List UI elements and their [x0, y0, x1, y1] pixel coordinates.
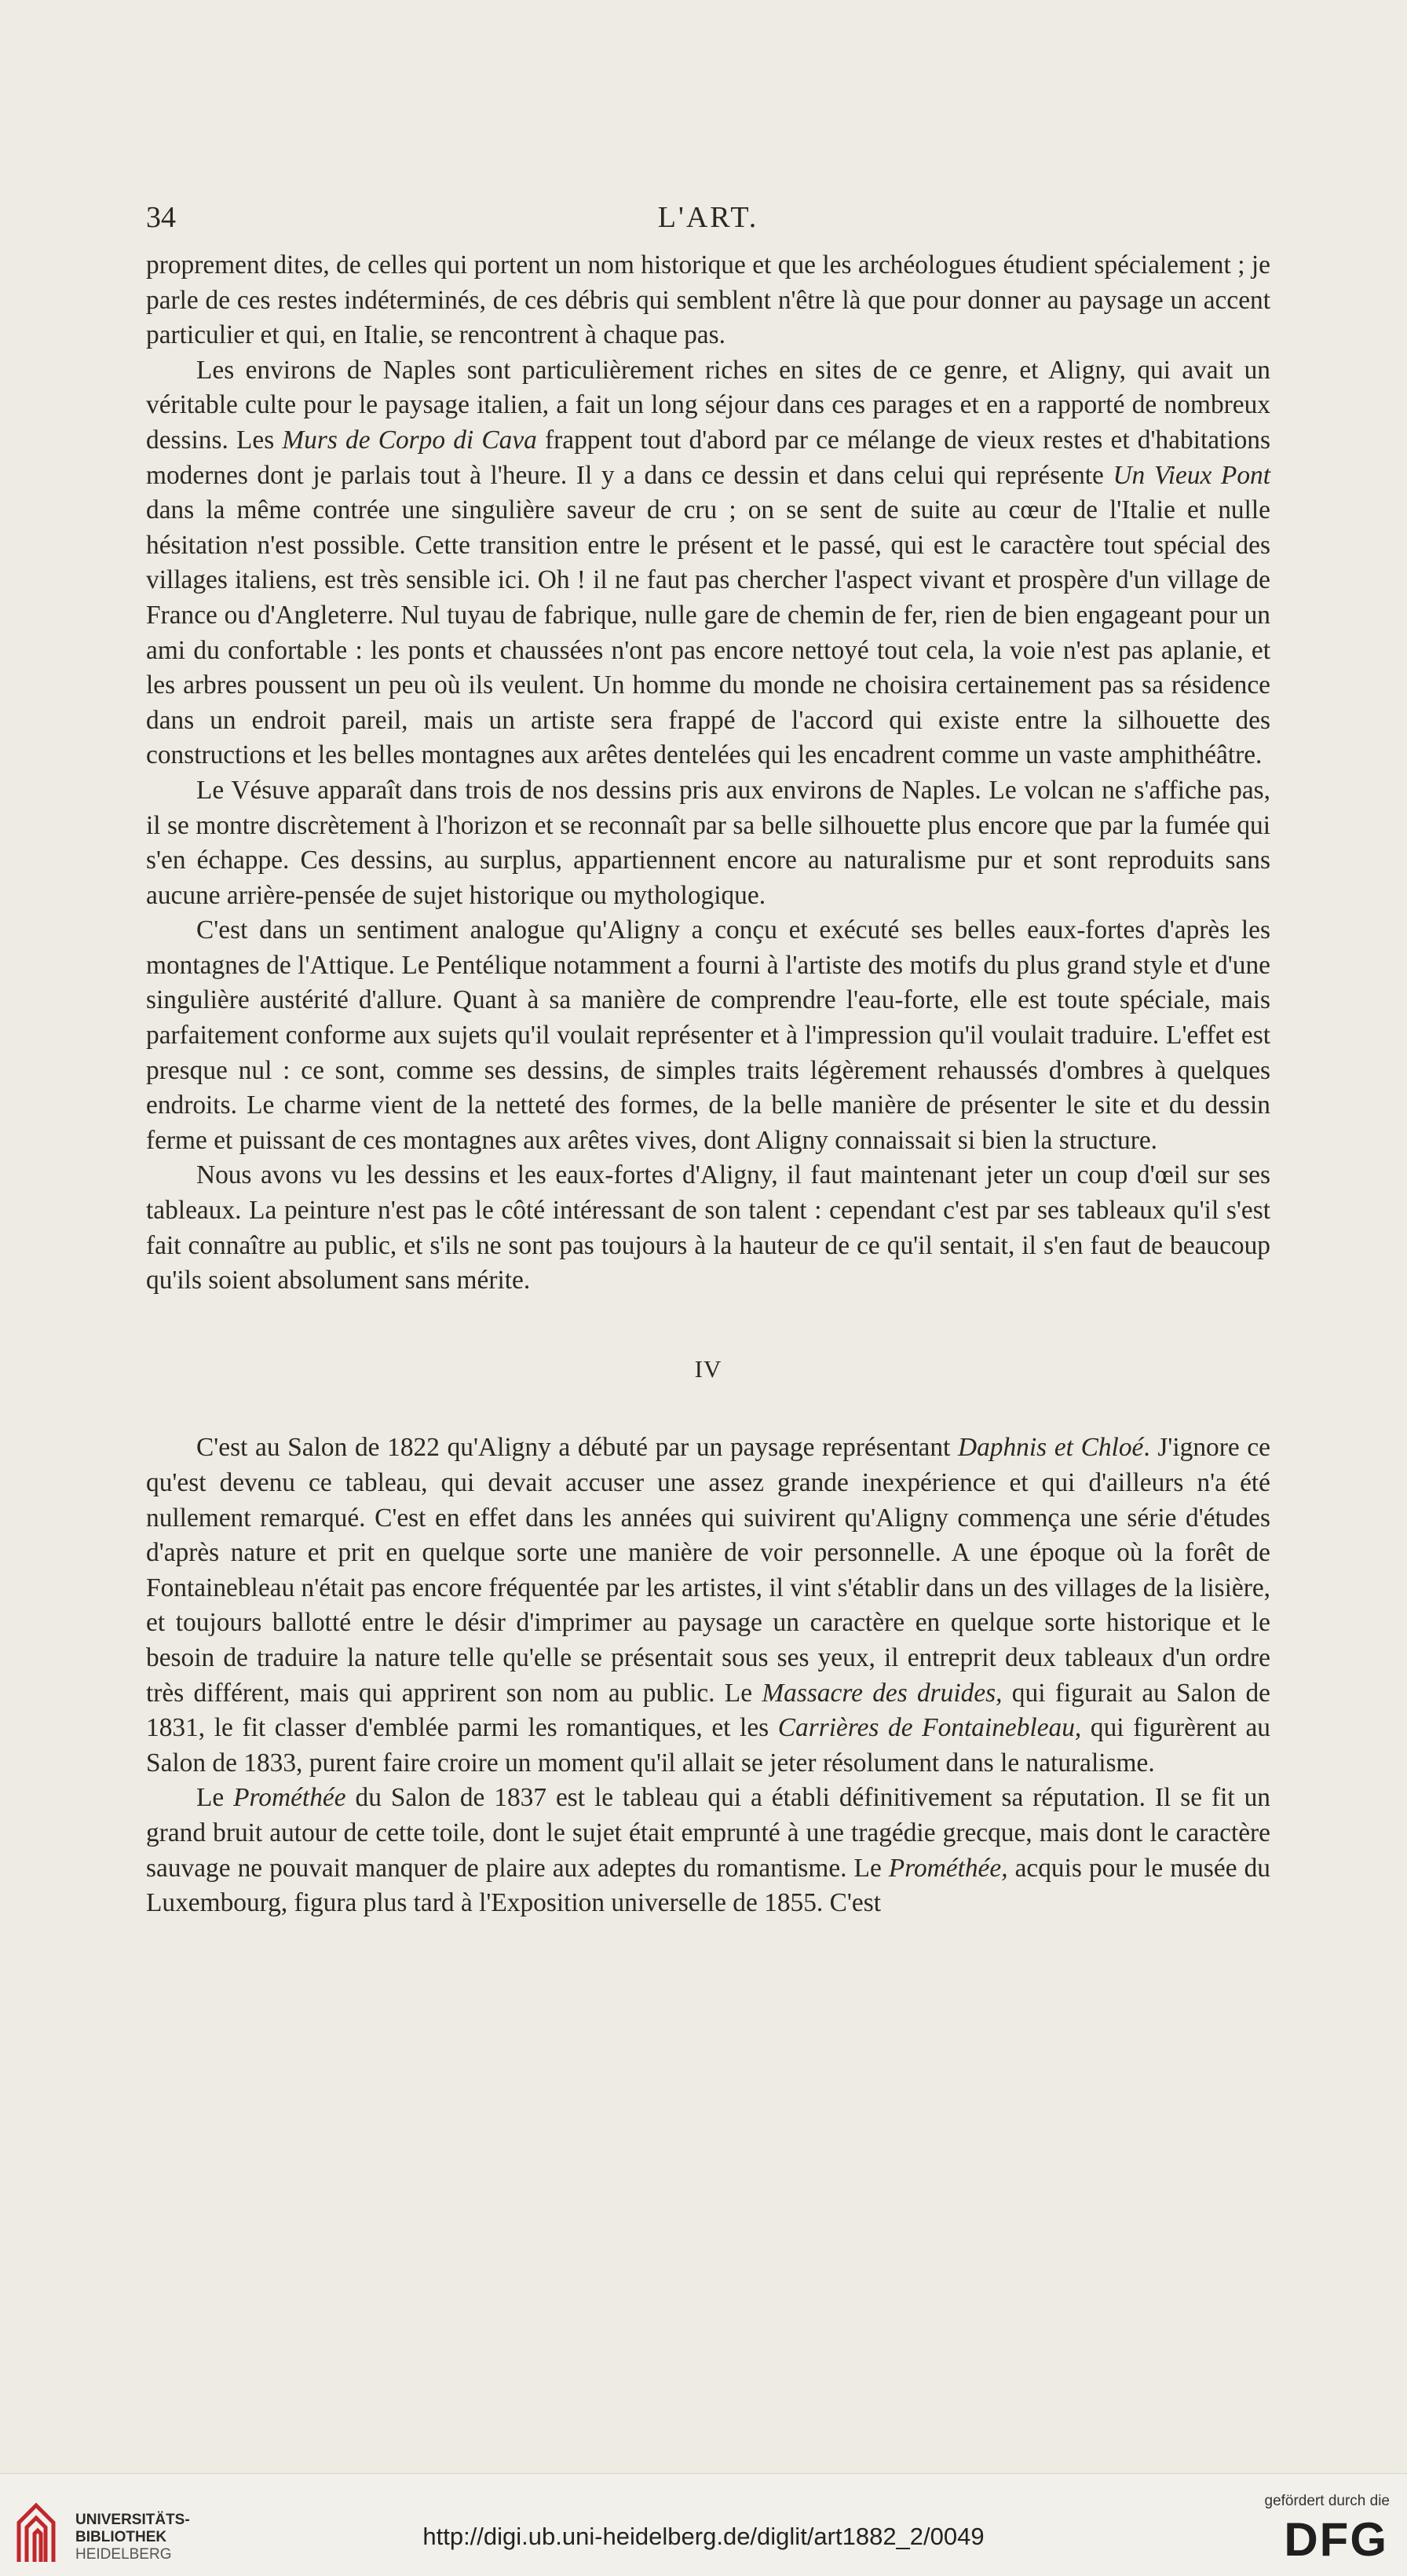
- library-name-line: UNIVERSITÄTS-: [75, 2512, 190, 2528]
- paragraph: Le Prométhée du Salon de 1837 est le tableau qui a établi définitivement sa réputation. Il se fit un grand bruit autour de cette toile, dont le sujet était emprunté à une tragédie grecque, mais dont le caractère sauvage ne pouvait manquer de plaire aux adeptes du romantisme. Le Prométhée, acquis pour le musée du Luxembourg, figura plus tard à l'Exposition universelle de 1855. C'est: [146, 1783, 1270, 1918]
- library-name-line: HEIDELBERG: [75, 2546, 172, 2563]
- paragraph: C'est au Salon de 1822 qu'Aligny a débuté par un paysage représentant Daphnis et Chloé. J'ignore ce qu'est devenu ce tableau, qui devait accuser une assez grande inexpérience et qui d'ailleurs n'a été nullement remarqué. C'est en effet dans les années qui suivirent qu'Aligny commença une série d'études d'après nature et prit en quelque sorte une manière de voir personnelle. A une époque où la forêt de Fontainebleau n'était pas encore fréquentée par les artistes, il vint s'établir dans un des villages de la lisière, et toujours ballotté entre le désir d'imprimer au paysage un caractère en quelque sorte historique et le besoin de traduire la nature telle qu'elle se présentait sous ses yeux, il entreprit deux tableaux d'un ordre très différent, mais qui apprirent son nom au public. Le Massacre des druides, qui figurait au Salon de 1831, le fit classer d'emblée parmi les romantiques, et les Carrières de Fontainebleau, qui figurèrent au Salon de 1833, purent faire croire un moment qu'il allait se jeter résolument dans le naturalisme.: [146, 1433, 1271, 1778]
- dfg-logo-text: DFG: [1284, 2516, 1388, 2560]
- running-title: L'ART.: [657, 201, 759, 234]
- italic-title: Daphnis et Chloé: [957, 1433, 1144, 1463]
- article-text: [146, 248, 1270, 1921]
- italic-title: Prométhée: [233, 1783, 346, 1813]
- paragraph: Les environs de Naples sont particulièrement riches en sites de ce genre, et Aligny, qui avait un véritable culte pour le paysage italien, a fait un long séjour dans ces parages et en a rapporté de nombreux dessins. Les Murs de Corpo di Cava frappent tout d'abord par ce mélange de vieux restes et d'habitations modernes dont je parlais tout à l'heure. Il y a dans ce dessin et dans celui qui représente Un Vieux Pont dans la même contrée une singulière saveur de cru ; on se sent de suite au cœur de l'Italie et nulle hésitation n'est possible. Cette transition entre le présent et le passé, qui est le caractère tout spécial des villages italiens, est très sensible ici. Oh ! il ne faut pas chercher l'aspect vivant et prospère d'un village de France ou d'Angleterre. Nul tuyau de fabrique, nulle gare de chemin de fer, rien de bien engageant pour un ami du confortable : les ponts et chaussées n'ont pas encore nettoyé tout cela, la voie n'est pas aplanie, et les arbres poussent un peu où ils veulent. Un homme du monde ne choisira certainement pas sa résidence dans un endroit pareil, mais un artiste sera frappé de l'accord qui existe entre la silhouette des constructions et les belles montagnes aux arêtes dentelées qui les encadrent comme un vaste amphithéâtre.: [146, 355, 1270, 770]
- dfg-logo-icon: [1233, 2516, 1390, 2560]
- italic-title: Murs de Corpo di Cava: [282, 425, 537, 455]
- section-heading: IV: [694, 1354, 722, 1383]
- funding-label: gefördert durch die: [1264, 2493, 1390, 2509]
- page-number: 34: [146, 201, 176, 234]
- footer-bar: [0, 2473, 1407, 2576]
- italic-title: Un Vieux Pont: [1113, 460, 1270, 490]
- library-name-line: BIBLIOTHEK: [75, 2529, 167, 2545]
- paragraph: proprement dites, de celles qui portent un nom historique et que les archéologues étudient spécialement ; je parle de ces restes indéterminés, de ces débris qui semblent n'être là que pour donner au paysage un accent particulier et qui, en Italie, se rencontrent à chaque pas.: [146, 250, 1270, 350]
- paragraph: C'est dans un sentiment analogue qu'Aligny a conçu et exécuté ses belles eaux-fortes d'après les montagnes de l'Attique. Le Pentélique notamment a fourni à l'artiste des motifs du plus grand style et d'une singulière austérité d'allure. Quant à sa manière de comprendre l'eau-forte, elle est toute spéciale, mais parfaitement conforme aux sujets qu'il voulait représenter et à l'impression qu'il voulait traduire. L'effet est presque nul : ce sont, comme ses dessins, de simples traits légèrement rehaussés d'ombres à quelques endroits. Le charme vient de la netteté des formes, de la belle manière de présenter le site et du dessin ferme et puissant de ces montagnes aux arêtes vives, dont Aligny connaissait si bien la structure.: [146, 915, 1270, 1155]
- funding-notice: [1233, 2493, 1390, 2564]
- running-head: [146, 200, 1270, 239]
- italic-title: Carrières de Fontainebleau,: [777, 1713, 1082, 1743]
- paragraph: Le Vésuve apparaît dans trois de nos dessins pris aux environs de Naples. Le volcan ne s'affiche pas, il se montre discrètement à l'horizon et se reconnaît par sa belle silhouette plus encore que par la fumée qui s'en échappe. Ces dessins, au surplus, appartiennent encore au naturalisme pur et sont reproduits sans aucune arrière-pensée de sujet historique ou mythologique.: [146, 775, 1270, 910]
- permalink-url[interactable]: http://digi.ub.uni-heidelberg.de/diglit/art1882_2/0049: [422, 2523, 985, 2550]
- italic-title: Prométhée,: [888, 1853, 1008, 1883]
- italic-title: Massacre des druides,: [762, 1678, 1003, 1708]
- paragraph: Nous avons vu les dessins et les eaux-fortes d'Aligny, il faut maintenant jeter un coup d'œil sur ses tableaux. La peinture n'est pas le côté intéressant de son talent : cependant c'est par ses tableaux qu'il s'est fait connaître au public, et s'ils ne sont pas toujours à la hauteur de ce qu'il sentait, il s'en faut de beaucoup qu'ils soient absolument sans mérite.: [146, 1160, 1270, 1295]
